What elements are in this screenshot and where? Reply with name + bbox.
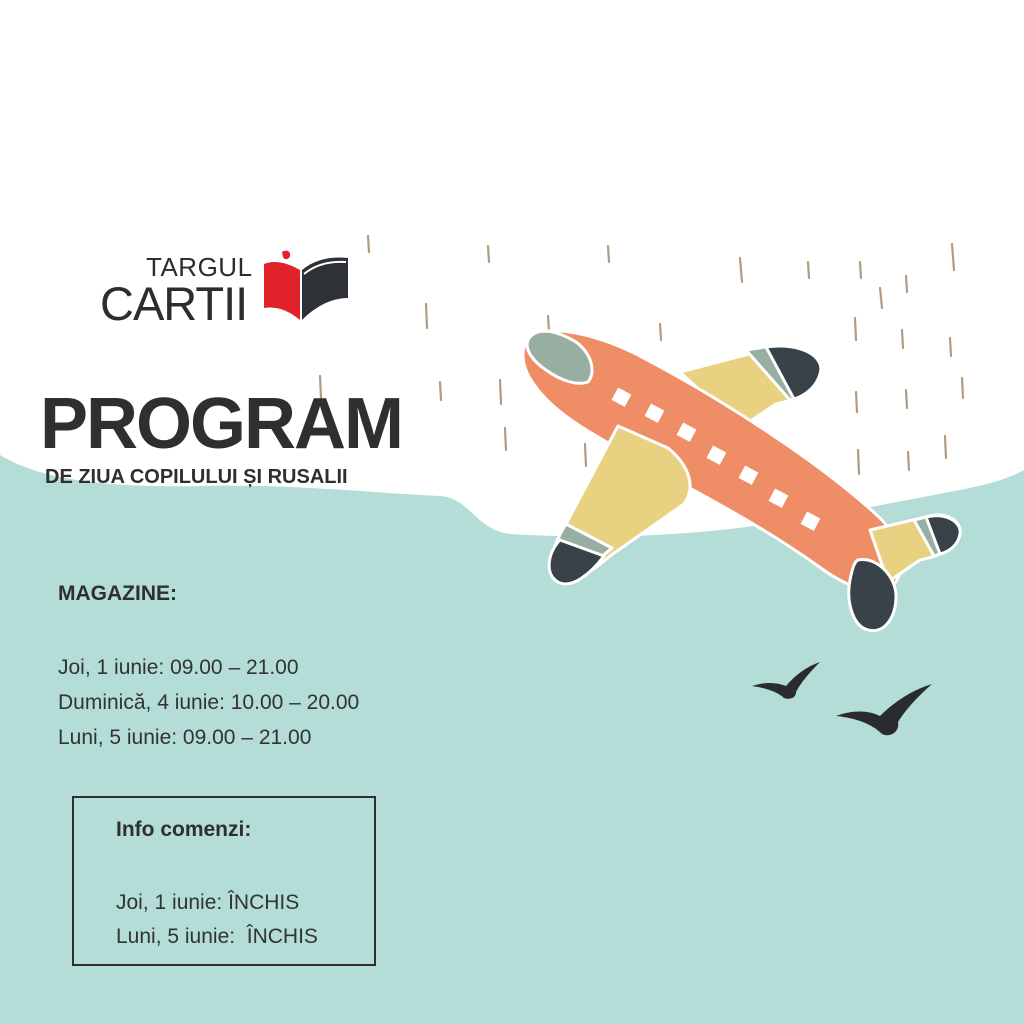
airplane-icon [523,331,960,631]
stores-hours-item: Duminică, 4 iunie: 10.00 – 20.00 [58,691,360,714]
bird-icon [836,684,932,735]
logo-text-cartii: CARTII [100,277,248,330]
stores-hours-item: Luni, 5 iunie: 09.00 – 21.00 [58,726,312,749]
page-subtitle: DE ZIUA COPILULUI ȘI RUSALII [45,466,348,488]
logo-text-targul: TARGUL [146,252,253,282]
page-title: PROGRAM [40,384,402,464]
orders-hours-item: Joi, 1 iunie: ÎNCHIS [116,891,300,914]
stores-hours-item: Joi, 1 iunie: 09.00 – 21.00 [58,656,299,679]
orders-hours-item: Luni, 5 iunie: ÎNCHIS [116,925,318,948]
stores-heading: MAGAZINE: [58,582,177,605]
bird-icon [752,662,820,699]
orders-heading: Info comenzi: [116,818,252,841]
